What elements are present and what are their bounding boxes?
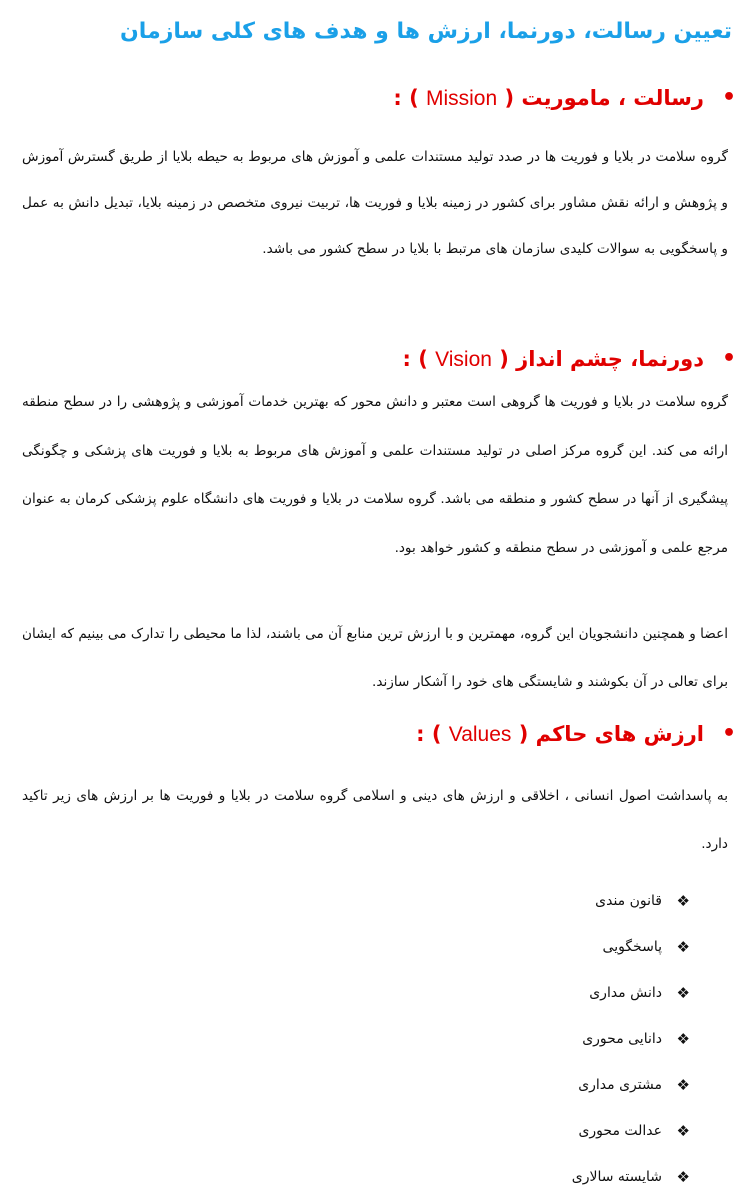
list-item: ❖ قانون مندی	[572, 880, 690, 926]
round-bullet-icon: •	[721, 346, 736, 371]
vision-heading-close: ) :	[402, 347, 428, 371]
mission-heading-en: Mission	[425, 87, 498, 110]
four-diamond-bullet-icon: ❖	[676, 892, 690, 910]
vision-paragraph-2: اعضا و همچنین دانشجویان این گروه، مهمترین و با ارزش ترین منابع آن می باشند، لذا ما محیطی را تدارک می بینیم که ایشان برای تعالی در آن بکوشند و شایستگی های خود را آشکار سازند.	[22, 626, 728, 690]
vision-heading-fa: دورنما، چشم انداز (	[499, 347, 704, 371]
list-item: ❖ مشتری مداری	[572, 1064, 690, 1110]
four-diamond-bullet-icon: ❖	[676, 1076, 690, 1094]
vision-heading	[402, 341, 736, 378]
values-list	[572, 880, 690, 1202]
four-diamond-bullet-icon: ❖	[676, 1030, 690, 1048]
mission-heading	[393, 80, 736, 117]
vision-paragraph-1: گروه سلامت در بلایا و فوریت ها گروهی است معتبر و دانش محور که بهترین خدمات آموزشی و پژوهشی را در سطح منطقه ارائه می کند. این گروه مرکز اصلی در تولید مستندات علمی و آموزش های مربوط به بلایا و فوریت های پزشکی و چگونگی پیشگیری از آنها در سطح کشور و منطقه می باشد. گروه سلامت در بلایا و فوریت های دانشگاه علوم پزشکی کرمان به عنوان مرجع علمی و آموزشی در سطح منطقه و کشور خواهد بود.	[22, 394, 728, 556]
values-heading	[416, 716, 736, 753]
mission-heading-fa: رسالت ، ماموریت (	[504, 86, 704, 110]
mission-heading-close: ) :	[393, 86, 419, 110]
four-diamond-bullet-icon: ❖	[676, 938, 690, 956]
round-bullet-icon: •	[721, 85, 736, 110]
mission-paragraph: گروه سلامت در بلایا و فوریت ها در صدد تولید مستندات علمی و آموزش های مربوط به حیطه بلایا از طریق گسترش آموزش و پژوهش و ارائه نقش مشاور برای کشور در زمینه بلایا و فوریت ها، تربیت نیروی متخصص در زمینه بلایا، تبدیل دانش به عمل و پاسخگویی به سوالات کلیدی سازمان های مرتبط با بلایا در سطح کشور می باشد.	[22, 149, 728, 257]
values-heading-en: Values	[448, 723, 512, 746]
four-diamond-bullet-icon: ❖	[676, 1168, 690, 1186]
list-item: ❖ پاسخگویی	[572, 926, 690, 972]
round-bullet-icon: •	[721, 721, 736, 746]
list-item: ❖ شایسته سالاری	[572, 1156, 690, 1202]
values-paragraph: به پاسداشت اصول انسانی ، اخلاقی و ارزش های دینی و اسلامی گروه سلامت در بلایا و فوریت ها بر ارزش های زیر تاکید دارد.	[22, 788, 728, 852]
values-heading-close: ) :	[416, 722, 442, 746]
values-heading-fa: ارزش های حاکم (	[518, 722, 704, 746]
four-diamond-bullet-icon: ❖	[676, 1122, 690, 1140]
list-item: ❖ عدالت محوری	[572, 1110, 690, 1156]
four-diamond-bullet-icon: ❖	[676, 984, 690, 1002]
vision-heading-en: Vision	[435, 348, 492, 371]
list-item: ❖ دانایی محوری	[572, 1018, 690, 1064]
list-item: ❖ دانش مداری	[572, 972, 690, 1018]
page-title: تعیین رسالت، دورنما، ارزش ها و هدف های کلی سازمان	[120, 19, 732, 44]
